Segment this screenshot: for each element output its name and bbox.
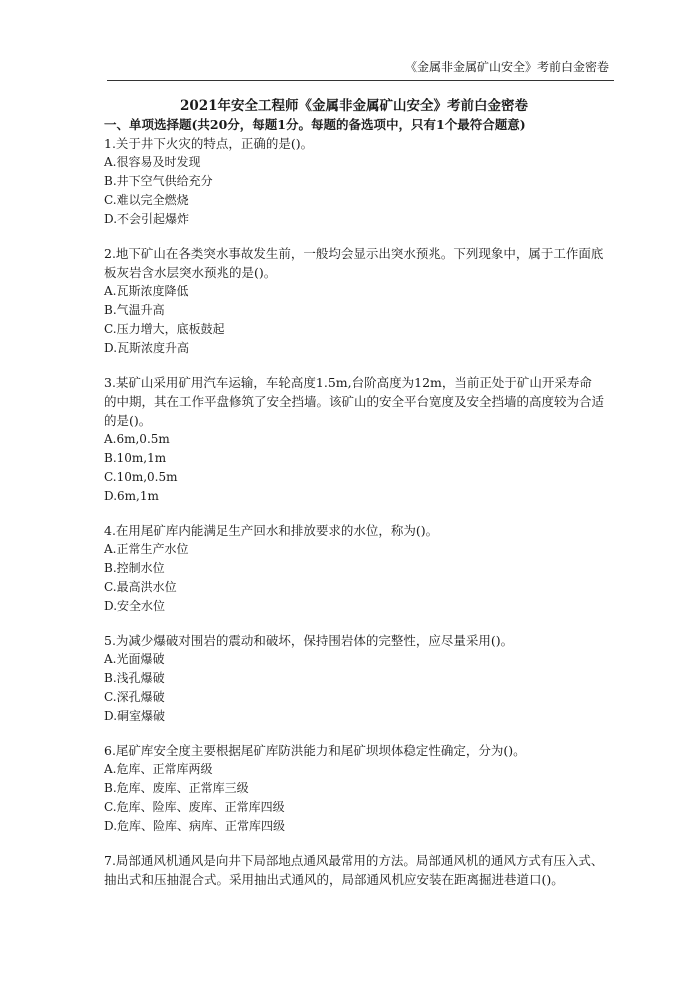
option-b: B.控制水位 xyxy=(104,561,165,575)
option-d: D.硐室爆破 xyxy=(104,709,166,723)
question-7 xyxy=(104,851,604,889)
question-text: 1.关于井下火灾的特点，正确的是()。 xyxy=(104,136,314,151)
question-6 xyxy=(104,741,604,836)
option-b: B.10m,1m xyxy=(104,451,167,465)
option-a: A.光面爆破 xyxy=(104,652,165,666)
option-b: B.气温升高 xyxy=(104,303,165,317)
question-text: 6.尾矿库安全度主要根据尾矿库防洪能力和尾矿坝坝体稳定性确定，分为()。 xyxy=(104,743,526,758)
option-c: C.深孔爆破 xyxy=(104,690,165,704)
option-a: A.6m,0.5m xyxy=(104,432,170,446)
question-1 xyxy=(104,134,604,229)
option-d: D.安全水位 xyxy=(104,599,166,613)
question-text: 2.地下矿山在各类突水事故发生前，一般均会显示出突水预兆。下列现象中，属于工作面底板灰岩含水层突水预兆的是()。 xyxy=(104,246,604,280)
option-a: A.危库、正常库两级 xyxy=(104,762,213,776)
option-d: D.不会引起爆炸 xyxy=(104,212,190,226)
option-b: B.危库、废库、正常库三级 xyxy=(104,781,249,795)
document-title: 2021年安全工程师《金属非金属矿山安全》考前白金密卷 xyxy=(179,98,529,114)
question-4 xyxy=(104,521,604,616)
question-5 xyxy=(104,631,604,726)
header-rule xyxy=(107,80,614,81)
question-text: 4.在用尾矿库内能满足生产回水和排放要求的水位，称为()。 xyxy=(104,523,439,538)
option-c: C.压力增大，底板鼓起 xyxy=(104,322,225,336)
question-text: 3.某矿山采用矿用汽车运输，车轮高度1.5m,台阶高度为12m，当前正处于矿山开采寿命的中期，其在工作平盘修筑了安全挡墙。该矿山的安全平台宽度及安全挡墙的高度较为合适的是()。 xyxy=(104,375,605,428)
option-a: A.很容易及时发现 xyxy=(104,155,201,169)
option-b: B.井下空气供给充分 xyxy=(104,174,213,188)
option-c: C.难以完全燃烧 xyxy=(104,193,189,207)
option-c: C.最高洪水位 xyxy=(104,580,177,594)
option-a: A.瓦斯浓度降低 xyxy=(104,284,189,298)
option-a: A.正常生产水位 xyxy=(104,542,189,556)
option-c: C.危库、险库、废库、正常库四级 xyxy=(104,800,285,814)
option-d: D.瓦斯浓度升高 xyxy=(104,341,190,355)
option-d: D.6m,1m xyxy=(104,489,159,503)
document-body xyxy=(104,96,604,904)
question-2 xyxy=(104,244,604,358)
option-d: D.危库、险库、病库、正常库四级 xyxy=(104,819,286,833)
section-heading: 一、单项选择题(共20分，每题1分。每题的备选项中，只有1个最符合题意) xyxy=(104,117,526,132)
question-text: 7.局部通风机通风是向井下局部地点通风最常用的方法。局部通风机的通风方式有压入式、抽出式和压抽混合式。采用抽出式通风的，局部通风机应安装在距离掘进巷道口()。 xyxy=(104,853,604,887)
question-3 xyxy=(104,373,604,506)
running-header: 《金属非金属矿山安全》考前白金密卷 xyxy=(404,60,609,74)
option-c: C.10m,0.5m xyxy=(104,470,178,484)
question-text: 5.为减少爆破对围岩的震动和破坏，保持围岩体的完整性，应尽量采用()。 xyxy=(104,633,514,648)
option-b: B.浅孔爆破 xyxy=(104,671,165,685)
